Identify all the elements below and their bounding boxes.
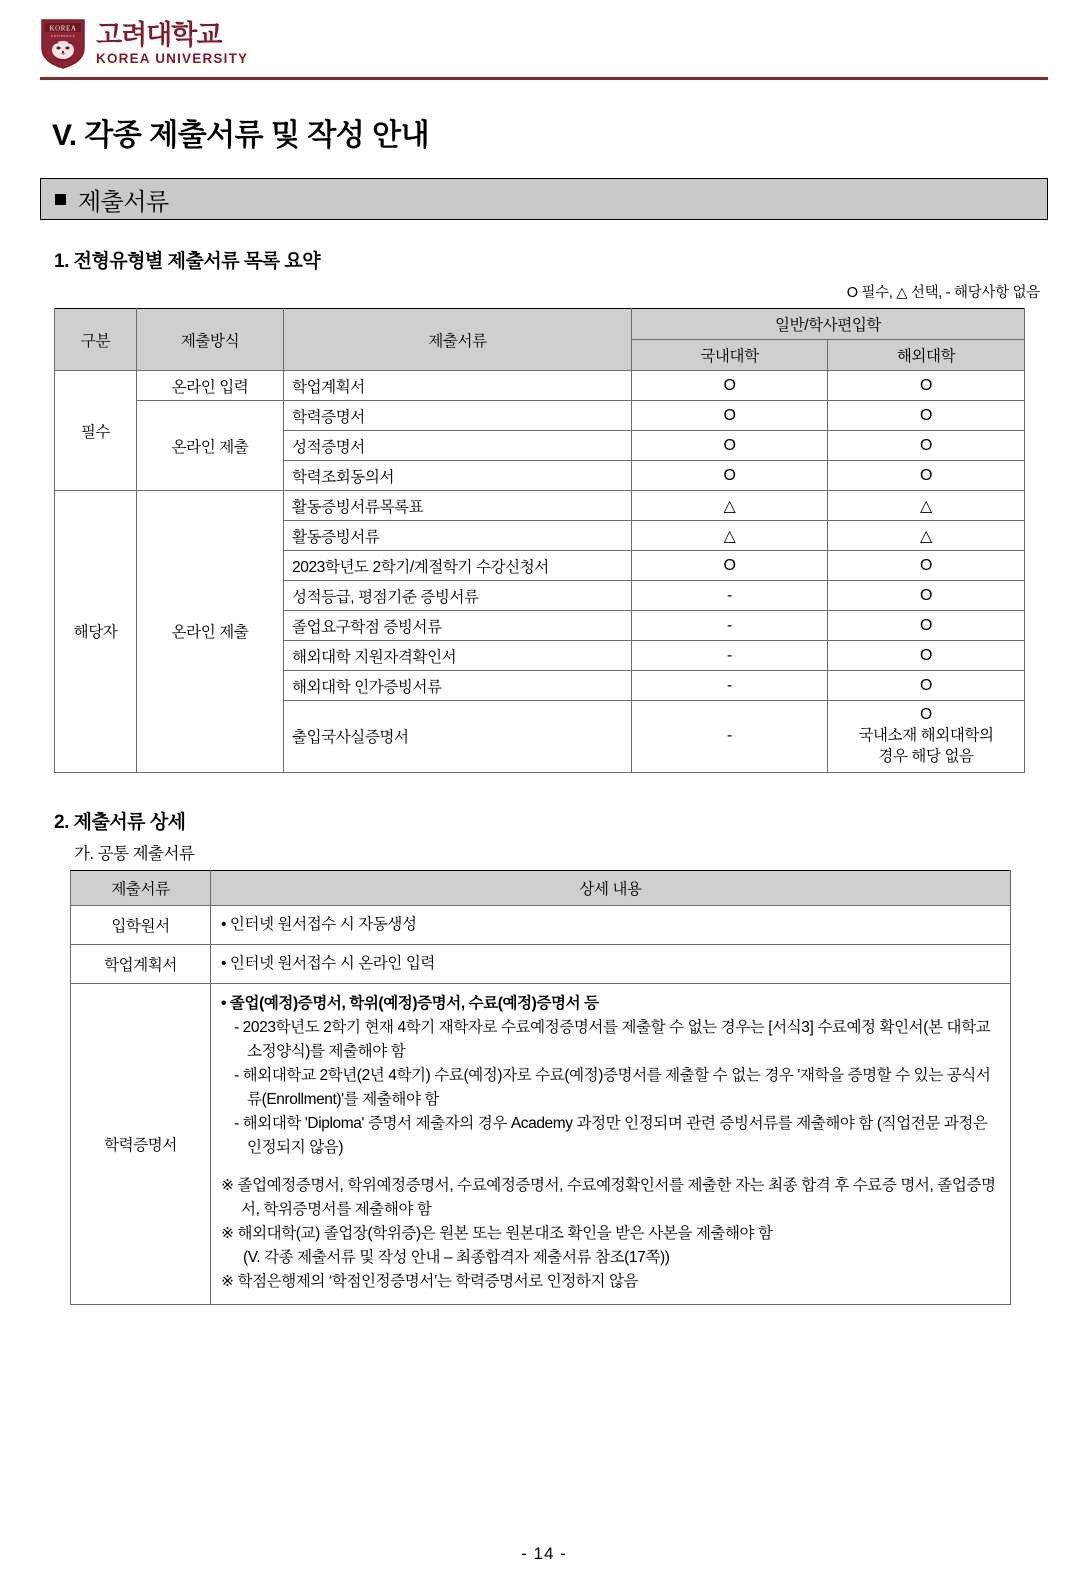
detail-document-name: 학력증명서 bbox=[71, 983, 211, 1304]
page-footer: - 14 - bbox=[521, 1544, 567, 1563]
summary-heading: 1. 전형유형별 제출서류 목록 요약 bbox=[54, 251, 321, 272]
overseas-mark: O bbox=[828, 581, 1025, 611]
document-cell: 학력조회동의서 bbox=[284, 461, 632, 491]
document-cell: 해외대학 인가증빙서류 bbox=[284, 671, 632, 701]
division-cell: 해당자 bbox=[55, 491, 137, 773]
document-cell: 학력증명서 bbox=[284, 401, 632, 431]
overseas-mark: O bbox=[828, 401, 1025, 431]
detail-line: • 졸업(예정)증명서, 학위(예정)증명서, 수료(예정)증명서 등 bbox=[221, 994, 599, 1012]
svg-text:KOREA: KOREA bbox=[49, 24, 77, 33]
overseas-note-line-1: 국내소재 해외대학의 bbox=[858, 726, 994, 744]
detail-line: ※ 학점은행제의 ‘학점인정증명서’는 학력증명서로 인정하지 않음 bbox=[221, 1272, 639, 1290]
col-division: 구분 bbox=[55, 309, 137, 371]
document-cell: 출입국사실증명서 bbox=[284, 701, 632, 773]
overseas-mark: O bbox=[828, 671, 1025, 701]
overseas-mark: O bbox=[828, 611, 1025, 641]
document-cell: 학업계획서 bbox=[284, 371, 632, 401]
table-row bbox=[55, 371, 1025, 401]
overseas-mark: O bbox=[920, 706, 932, 723]
svg-text:UNIVERSITY: UNIVERSITY bbox=[50, 34, 76, 38]
page-title: V. 각종 제출서류 및 작성 안내 bbox=[52, 119, 430, 152]
detail-line: - 2023학년도 2학기 현재 4학기 재학자로 수료예정증명서를 제출할 수 없는 경우는 [서식3] 수료예정 확인서(본 대학교 소정양식)를 제출해야 함 bbox=[234, 1018, 991, 1060]
document-cell: 2023학년도 2학기/계절학기 수강신청서 bbox=[284, 551, 632, 581]
header-divider bbox=[40, 77, 1048, 80]
overseas-mark: O bbox=[828, 551, 1025, 581]
detail-line: • 인터넷 원서접수 시 온라인 입력 bbox=[221, 954, 436, 972]
overseas-mark-with-note bbox=[828, 701, 1025, 773]
document-cell: 해외대학 지원자격확인서 bbox=[284, 641, 632, 671]
overseas-mark: △ bbox=[828, 491, 1025, 521]
submission-detail-table bbox=[70, 870, 1011, 1305]
document-cell: 졸업요구학점 증빙서류 bbox=[284, 611, 632, 641]
method-cell: 온라인 제출 bbox=[137, 401, 284, 491]
table-row bbox=[55, 401, 1025, 431]
square-bullet-icon bbox=[55, 194, 66, 205]
domestic-mark: - bbox=[632, 701, 828, 773]
domestic-mark: O bbox=[632, 431, 828, 461]
submission-summary-table bbox=[54, 308, 1025, 773]
overseas-note-line-2: 경우 해당 없음 bbox=[878, 747, 974, 765]
domestic-mark: △ bbox=[632, 521, 828, 551]
detail-document-name: 학업계획서 bbox=[71, 944, 211, 983]
method-cell: 온라인 제출 bbox=[137, 491, 284, 773]
document-cell: 성적등급, 평점기준 증빙서류 bbox=[284, 581, 632, 611]
domestic-mark: O bbox=[632, 371, 828, 401]
table-row bbox=[71, 944, 1011, 983]
detail-line: - 해외대학 'Diploma' 증명서 제출자의 경우 Academy 과정만 인정되며 관련 증빙서류를 제출해야 함 (직업전문 과정은 인정되지 않음) bbox=[234, 1114, 988, 1156]
detail-document-name: 입학원서 bbox=[71, 905, 211, 944]
detail-line: ※ 졸업예정증명서, 학위예정증명서, 수료예정증명서, 수료예정확인서를 제출한 자는 최종 합격 후 수료증 명서, 졸업증명서, 학위증명서를 제출해야 함 bbox=[221, 1176, 996, 1218]
document-cell: 활동증빙서류 bbox=[284, 521, 632, 551]
document-cell: 활동증빙서류목록표 bbox=[284, 491, 632, 521]
domestic-mark: - bbox=[632, 671, 828, 701]
method-cell: 온라인 입력 bbox=[137, 371, 284, 401]
detail-line: - 해외대학교 2학년(2년 4학기) 수료(예정)자로 수료(예정)증명서를 제출할 수 없는 경우 '재학을 증명할 수 있는 공식서류(Enrollment)'를 제출해야 함 bbox=[234, 1066, 991, 1108]
domestic-mark: - bbox=[632, 641, 828, 671]
detail-spacer bbox=[221, 1160, 1000, 1174]
col-document: 제출서류 bbox=[284, 309, 632, 371]
section-title: 제출서류 bbox=[78, 188, 169, 216]
detail-col-document: 제출서류 bbox=[71, 870, 211, 905]
detail-sub-heading: 가. 공통 제출서류 bbox=[74, 844, 195, 863]
detail-content bbox=[211, 944, 1011, 983]
overseas-mark: O bbox=[828, 431, 1025, 461]
overseas-mark: O bbox=[828, 371, 1025, 401]
table-row bbox=[55, 491, 1025, 521]
col-domestic: 국내대학 bbox=[632, 340, 828, 371]
detail-line: • 인터넷 원서접수 시 자동생성 bbox=[221, 915, 417, 933]
document-cell: 성적증명서 bbox=[284, 431, 632, 461]
domestic-mark: - bbox=[632, 581, 828, 611]
section-header-bar bbox=[40, 178, 1048, 220]
col-group: 일반/학사편입학 bbox=[632, 309, 1025, 340]
detail-col-content: 상세 내용 bbox=[211, 870, 1011, 905]
university-name-en: KOREA UNIVERSITY bbox=[96, 51, 249, 67]
overseas-mark: O bbox=[828, 461, 1025, 491]
university-header bbox=[40, 0, 1048, 70]
overseas-mark: O bbox=[828, 641, 1025, 671]
university-name-ko: 고려대학교 bbox=[96, 20, 222, 51]
detail-line: (V. 각종 제출서류 및 작성 안내 – 최종합격자 제출서류 참조(17쪽)) bbox=[243, 1248, 670, 1266]
korea-university-crest-icon bbox=[40, 18, 86, 70]
overseas-mark: △ bbox=[828, 521, 1025, 551]
domestic-mark: O bbox=[632, 401, 828, 431]
summary-legend: O 필수, △ 선택, - 해당사항 없음 bbox=[846, 285, 1040, 301]
table-row bbox=[71, 905, 1011, 944]
detail-content bbox=[211, 905, 1011, 944]
detail-content bbox=[211, 983, 1011, 1304]
col-method: 제출방식 bbox=[137, 309, 284, 371]
domestic-mark: O bbox=[632, 461, 828, 491]
table-row bbox=[71, 983, 1011, 1304]
university-wordmark bbox=[96, 22, 248, 66]
domestic-mark: - bbox=[632, 611, 828, 641]
domestic-mark: O bbox=[632, 551, 828, 581]
division-cell: 필수 bbox=[55, 371, 137, 491]
detail-heading: 2. 제출서류 상세 bbox=[54, 811, 186, 833]
domestic-mark: △ bbox=[632, 491, 828, 521]
detail-line: ※ 해외대학(교) 졸업장(학위증)은 원본 또는 원본대조 확인을 받은 사본을 제출해야 함 bbox=[221, 1224, 773, 1242]
col-overseas: 해외대학 bbox=[828, 340, 1025, 371]
